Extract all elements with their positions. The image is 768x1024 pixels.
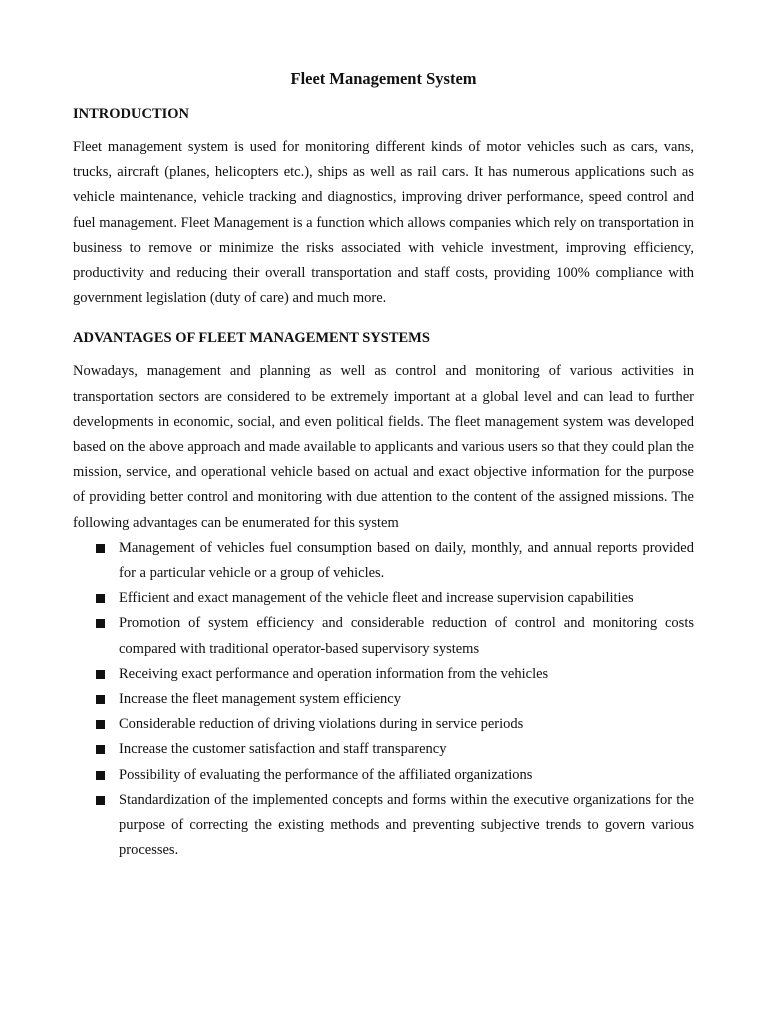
advantages-paragraph: Nowadays, management and planning as well as control and monitoring of various activities in transportation sectors are considered to be extremely important at a global level and can lead to further developments in economic, social, and even political fields. The fleet management system was developed based on the above approach and made available to applicants and various users so that they could plan the mission, service, and operational vehicle based on actual and exact objective information for the purpose of providing better control and monitoring with due attention to the content of the assigned missions. The following advantages can be enumerated for this system <box>73 363 694 531</box>
square-bullet-icon <box>96 670 105 679</box>
square-bullet-icon <box>96 594 105 603</box>
document-title: Fleet Management System <box>290 69 477 88</box>
square-bullet-icon <box>96 720 105 729</box>
list-item <box>73 611 694 661</box>
list-item-text: Management of vehicles fuel consumption based on daily, monthly, and annual reports provided for a particular vehicle or a group of vehicles. <box>119 539 694 582</box>
list-item <box>73 687 694 712</box>
list-item-text: Increase the fleet management system efficiency <box>119 691 401 708</box>
list-item <box>73 737 694 762</box>
section-heading-introduction: INTRODUCTION <box>73 106 190 122</box>
list-item-text: Possibility of evaluating the performance of the affiliated organizations <box>119 766 533 783</box>
list-item-text: Considerable reduction of driving violations during in service periods <box>119 716 524 733</box>
list-item <box>73 662 694 687</box>
list-item-text: Receiving exact performance and operation information from the vehicles <box>119 665 549 682</box>
square-bullet-icon <box>96 796 105 805</box>
list-item <box>73 536 694 586</box>
square-bullet-icon <box>96 544 105 553</box>
section-heading-advantages: ADVANTAGES OF FLEET MANAGEMENT SYSTEMS <box>73 330 430 347</box>
list-item-text: Standardization of the implemented concepts and forms within the executive organizations for the purpose of correcting the existing methods and preventing subjective trends to govern various processes. <box>119 791 694 859</box>
square-bullet-icon <box>96 695 105 704</box>
introduction-paragraph: Fleet management system is used for monitoring different kinds of motor vehicles such as cars, vans, trucks, aircraft (planes, helicopters etc.), ships as well as rail cars. It has numerous applications such as vehicle maintenance, vehicle tracking and diagnostics, improving driver performance, speed control and fuel management. Fleet Management is a function which allows companies which rely on transportation in business to remove or minimize the risks associated with vehicle investment, improving efficiency, productivity and reducing their overall transportation and staff costs, providing 100% compliance with government legislation (duty of care) and much more. <box>73 139 694 307</box>
list-item <box>73 763 694 788</box>
document-page <box>73 68 694 863</box>
list-item <box>73 586 694 611</box>
square-bullet-icon <box>96 745 105 754</box>
list-item-text: Efficient and exact management of the vehicle fleet and increase supervision capabilities <box>119 590 634 607</box>
list-item-text: Promotion of system efficiency and considerable reduction of control and monitoring costs compared with traditional operator-based supervisory systems <box>119 615 694 657</box>
list-item-text: Increase the customer satisfaction and staff transparency <box>119 741 447 758</box>
square-bullet-icon <box>96 619 105 628</box>
list-item <box>73 712 694 737</box>
list-item <box>73 788 694 864</box>
square-bullet-icon <box>96 771 105 780</box>
advantages-bullet-list <box>73 536 694 864</box>
